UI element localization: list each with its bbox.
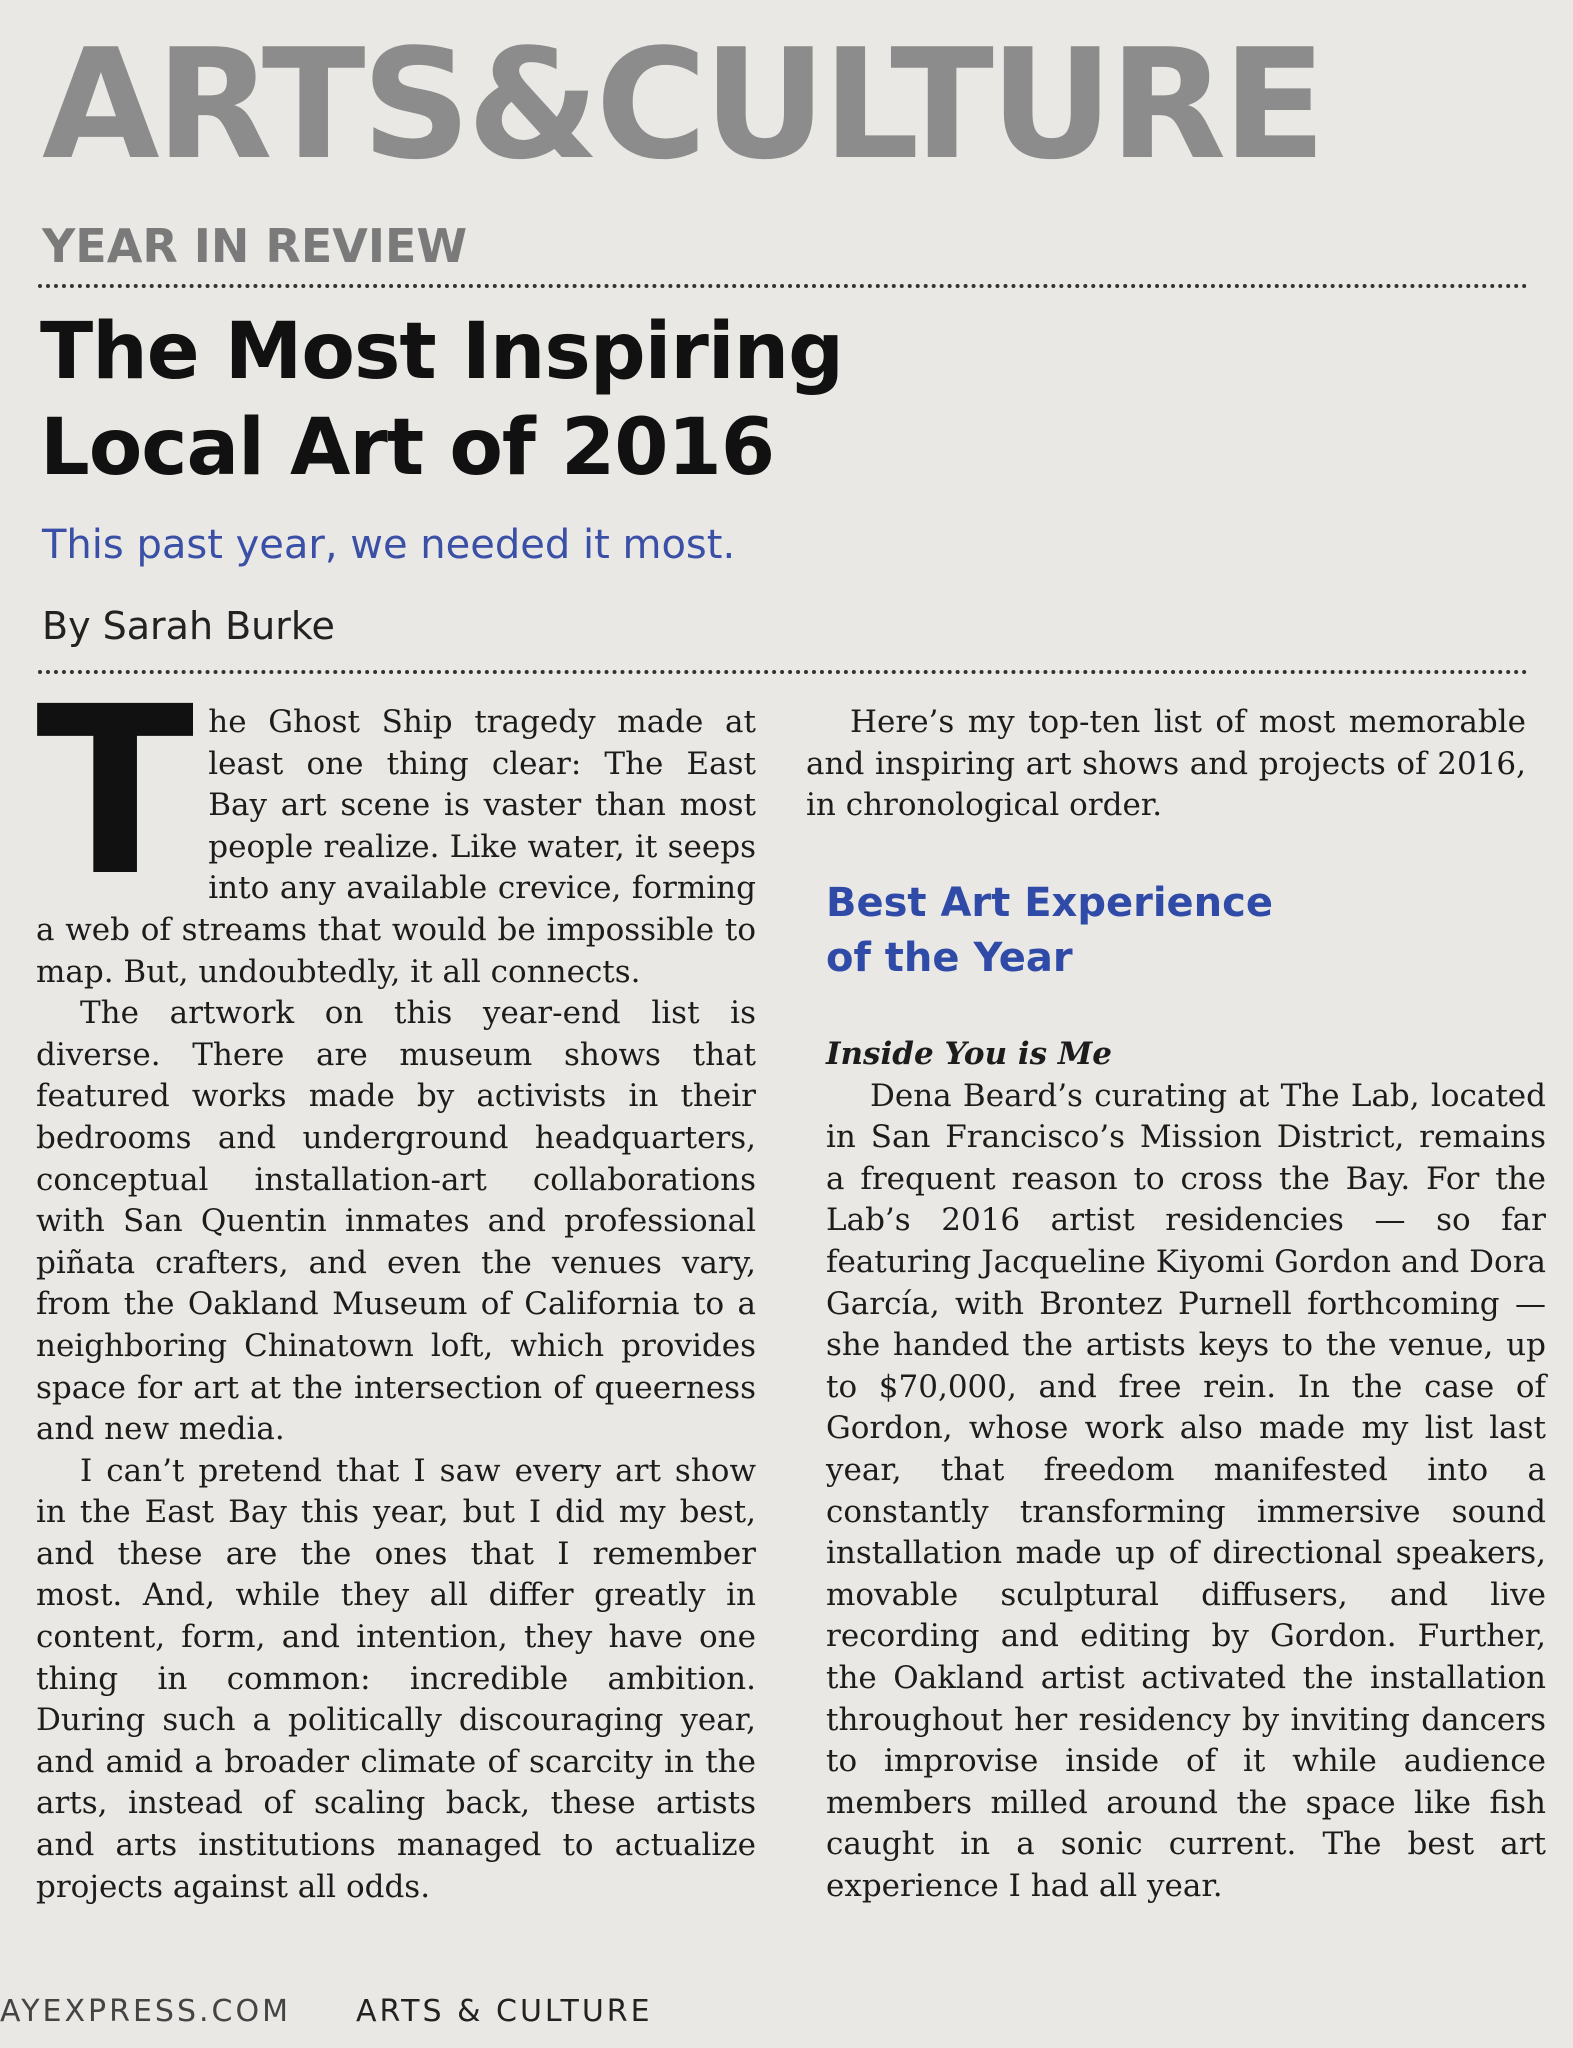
drop-cap: T <box>36 657 195 927</box>
subhead-line-2: of the Year <box>826 935 1073 981</box>
dotted-rule-bottom <box>38 670 1528 674</box>
headline-line-1: The Most Inspiring <box>40 307 843 397</box>
body-paragraph: Dena Beard’s curating at The Lab, located in San Francisco’s Mission District, remains a frequent reason to cross the Bay. For the Lab’s 2016 artist residencies — so far featuring Jacqueline Kiyomi Gordon and Dora García, with Brontez Purnell forthcoming — she handed the artists keys to the venue, up to $70,000, and free rein. In the case of Gordon, whose work also made my list last year, that freedom manifested into a constantly transforming immersive sound installation made up of directional speakers, movable sculptural diffusers, and live recording and editing by Gordon. Further, the Oakland artist activated the installation throughout her residency by inviting dancers to improvise inside of it while audience members milled around the space like fish caught in a sonic current. The best art experience I had all year. <box>826 1077 1546 1904</box>
paragraph-1-text: he Ghost Ship tragedy made at least one thing clear: The East Bay art scene is vaster than most people realize. Like water, it seeps into any available crevice, forming a web of streams that would be impossible to map. But, undoubtedly, it all connects. <box>36 704 756 990</box>
headline <box>40 304 1140 496</box>
subhead <box>826 876 1426 986</box>
section-title: ARTS&CULTURE <box>42 16 1323 193</box>
paragraph-1 <box>36 657 756 993</box>
footer-url: AYEXPRESS.COM <box>0 1994 291 2029</box>
subhead-line-1: Best Art Experience <box>826 880 1273 926</box>
intro-paragraph: Here’s my top-ten list of most memorable and inspiring art shows and projects of 2016, in chronological order. <box>806 704 1526 824</box>
left-column <box>36 657 756 1908</box>
paragraph-2: The artwork on this year-end list is diverse. There are museum shows that featured works made by activists in their bedrooms and underground headquarters, conceptual installation-art collaborations with San Quentin inmates and professional piñata crafters, and even the venues vary, from the Oakland Museum of California to a neighboring Chinatown loft, which provides space for art at the intersection of queerness and new media. <box>36 995 756 1448</box>
kicker: YEAR IN REVIEW <box>42 219 468 273</box>
right-column-intro <box>806 702 1526 827</box>
footer-section: ARTS & CULTURE <box>356 1994 653 2029</box>
dek: This past year, we needed it most. <box>42 522 736 568</box>
work-title: Inside You is Me <box>826 1036 1112 1072</box>
dotted-rule-top <box>38 284 1528 288</box>
paragraph-3: I can’t pretend that I saw every art show in the East Bay this year, but I did my best, and these are the ones that I remember most. And, while they all differ greatly in content, form, and intention, they have one thing in common: incredible ambition. During such a politically discouraging year, and amid a broader climate of scarcity in the arts, instead of scaling back, these artists and arts institutions managed to actualize projects against all odds. <box>36 1452 756 1905</box>
byline: By Sarah Burke <box>42 604 335 648</box>
right-column-body <box>826 1034 1546 1907</box>
headline-line-2: Local Art of 2016 <box>40 403 775 493</box>
